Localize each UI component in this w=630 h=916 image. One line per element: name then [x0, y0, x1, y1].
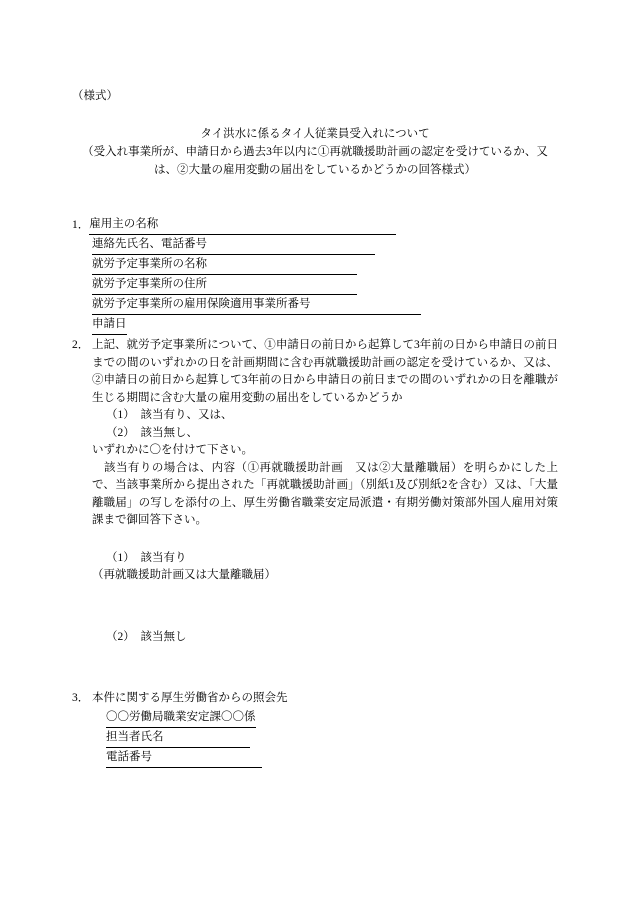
section-2: [72, 337, 558, 407]
field-rule-insurance-number[interactable]: [311, 300, 421, 315]
spacer: [72, 105, 558, 125]
section-2-detail: 該当有りの場合は、内容（①再就職援助計画 又は②大量離職届）を明らかにした上で、当該事業所から提出された「再就職援助計画」（別紙1及び別紙2を含む）又は、「大量離職届」の写しを添付の上、厚生労働省職業安定局派遣・有期労働対策部外国人雇用対策課まで御回答下さい。: [92, 461, 558, 526]
field-row-application-date: [72, 315, 558, 335]
section-3: [72, 690, 558, 708]
field-rule-workplace-name[interactable]: [207, 260, 357, 275]
section-2-instruction: いずれかに〇を付けて下さい。: [92, 444, 253, 456]
field-label-workplace-address: 就労予定事業所の住所: [92, 275, 207, 295]
field-label-insurance-number: 就労予定事業所の雇用保険適用事業所番号: [92, 295, 311, 315]
field-row-phone: [72, 748, 558, 768]
spacer: [72, 646, 558, 690]
section-1: [72, 215, 558, 335]
field-row-bureau: [72, 708, 558, 728]
spacer: [72, 179, 558, 215]
section-2-answer-2[interactable]: （2） 該当無し: [106, 630, 187, 643]
section-2-answer-1-sub: （再就職援助計画又は大量離職届）: [92, 569, 276, 581]
field-label-employer-name: 雇用主の名称: [89, 215, 158, 235]
section-2-number: 2．: [72, 339, 90, 351]
field-rule-contact-person[interactable]: [164, 733, 250, 748]
field-rule-contact[interactable]: [207, 240, 375, 255]
field-row-contact-person: [72, 728, 558, 748]
field-label-workplace-name: 就労予定事業所の名称: [92, 255, 207, 275]
field-row-insurance-number: [72, 295, 558, 315]
spacer: [72, 530, 558, 550]
field-label-contact: 連絡先氏名、電話番号: [92, 235, 207, 255]
field-row-workplace-name: [72, 255, 558, 275]
document-title: タイ洪水に係るタイ人従業員受入れについて: [200, 128, 430, 140]
document-subtitle-line-2: は、②大量の雇用変動の届出をしているかどうかの回答様式）: [154, 164, 476, 176]
field-rule-employer-name[interactable]: [158, 220, 396, 235]
section-2-paragraph: 上記、就労予定事業所について、①申請日の前日から起算して3年前の日から申請日の前日までの間のいずれかの日を計画期間に含む再就職援助計画の認定を受けているか、又は、②申請日の前日から起算して3年前の日から申請日の前日までの間のいずれかの日を離職が生じる期間に含む大量の雇用変動の届出をしているかどうか: [92, 339, 558, 404]
spacer: [72, 585, 558, 629]
section-3-heading: 本件に関する厚生労働省からの照会先: [92, 692, 288, 704]
field-row-contact: [72, 235, 558, 255]
section-1-number: 1．: [72, 219, 90, 231]
section-3-number: 3．: [72, 692, 90, 704]
field-label-application-date: 申請日: [92, 315, 127, 335]
field-label-bureau: 〇〇労働局職業安定課〇〇係: [106, 708, 256, 728]
field-label-contact-person: 担当者氏名: [106, 728, 164, 748]
document-subtitle-line-1: （受入れ事業所が、申請日から過去3年以内に①再就職援助計画の認定を受けているか、又: [82, 146, 548, 158]
section-2-choice-1[interactable]: （1） 該当有り、又は、: [106, 409, 233, 421]
form-tag: （様式）: [72, 90, 118, 102]
field-rule-phone[interactable]: [152, 753, 262, 768]
field-label-phone: 電話番号: [106, 748, 152, 768]
section-2-choice-2[interactable]: （2） 該当無し、: [106, 426, 198, 439]
section-2-answer-1[interactable]: （1） 該当有り: [106, 551, 187, 564]
field-rule-workplace-address[interactable]: [207, 280, 357, 295]
field-row-workplace-address: [72, 275, 558, 295]
field-row-employer-name: [72, 215, 558, 235]
